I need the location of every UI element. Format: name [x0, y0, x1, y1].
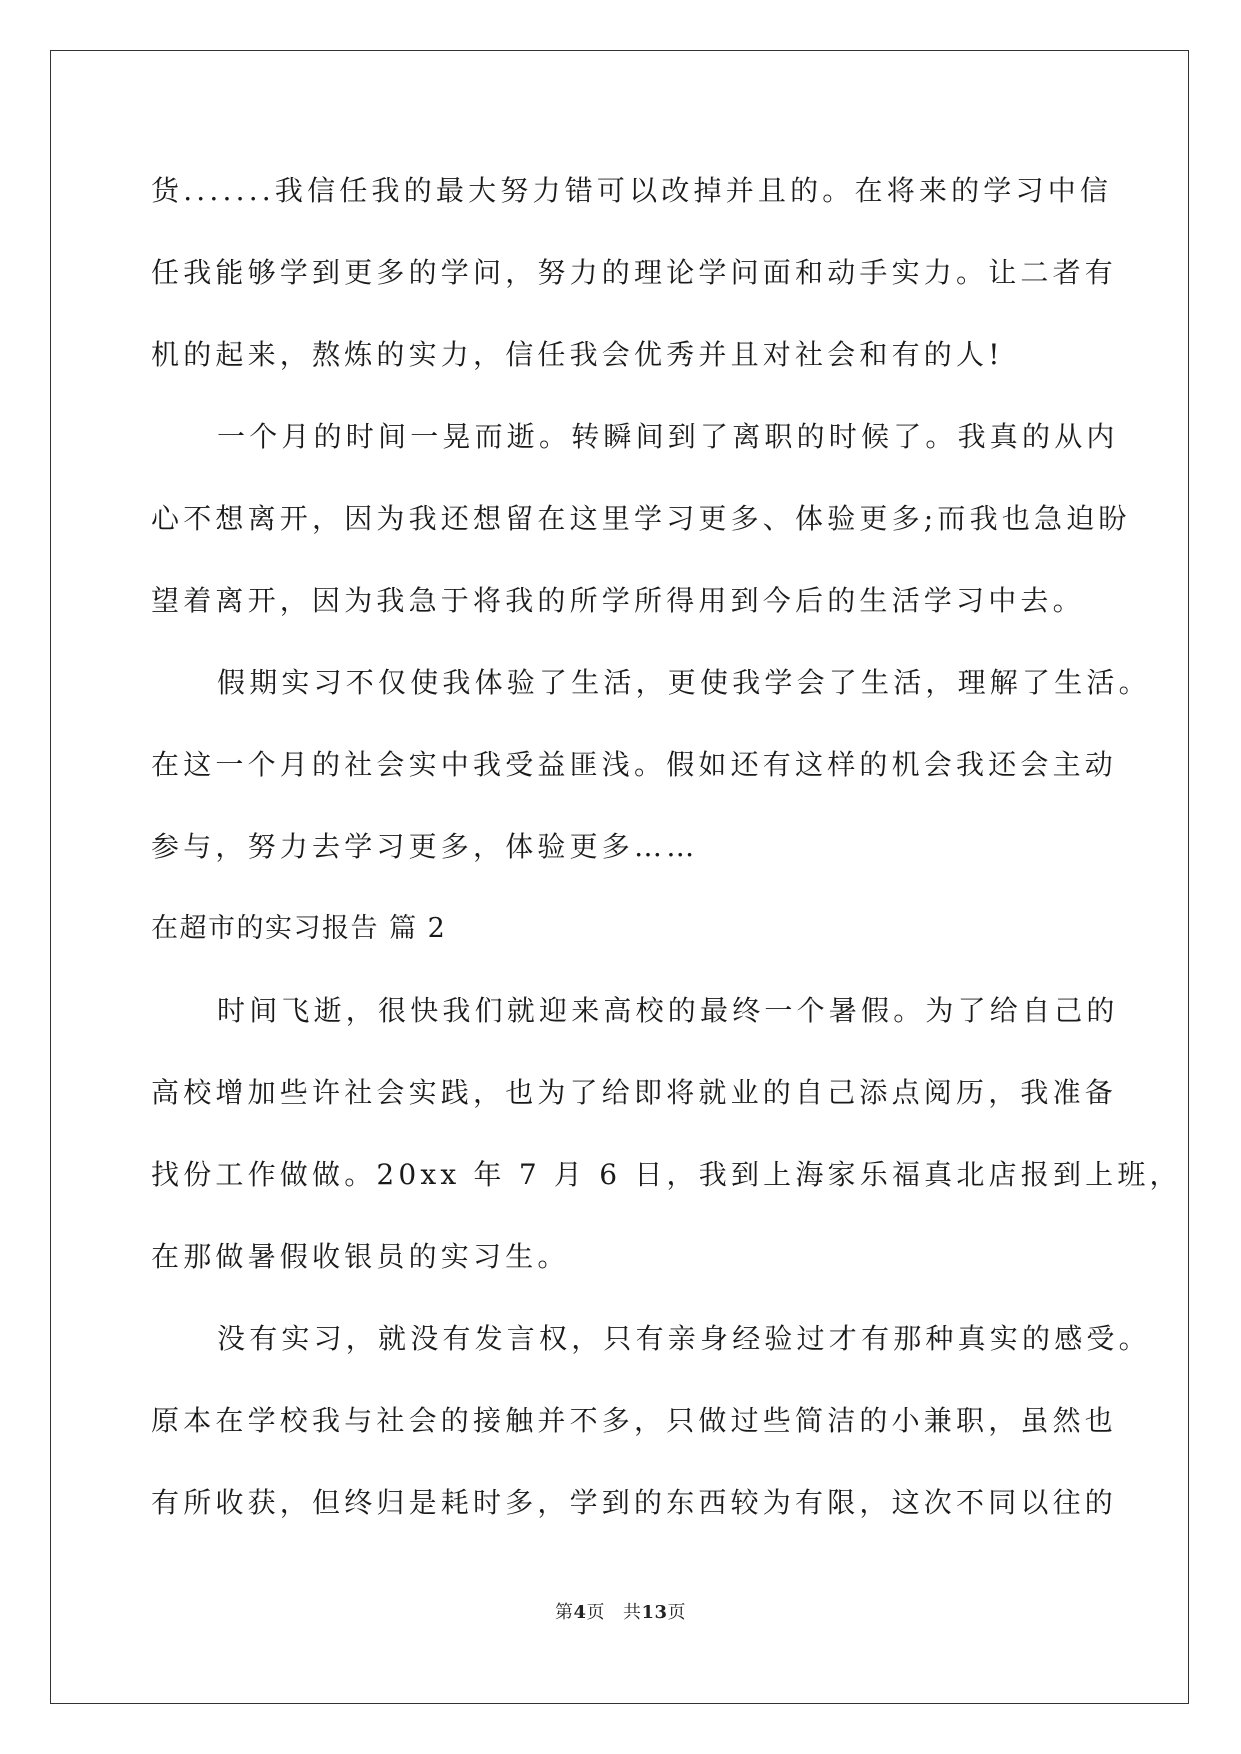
- text-line: 任我能够学到更多的学问，努力的理论学问面和动手实力。让二者有: [151, 256, 1118, 289]
- text-line: 货.......我信任我的最大努力错可以改掉并且的。在将来的学习中信: [151, 174, 1113, 207]
- total-suffix: 页: [667, 1602, 687, 1623]
- text-line: 机的起来，熬炼的实力，信任我会优秀并且对社会和有的人!: [151, 338, 1004, 371]
- text-line: 在这一个月的社会实中我受益匪浅。假如还有这样的机会我还会主动: [151, 748, 1118, 781]
- text-line: 原本在学校我与社会的接触并不多，只做过些简洁的小兼职，虽然也: [151, 1404, 1118, 1437]
- paragraph-start-line: 时间飞逝，很快我们就迎来高校的最终一个暑假。为了给自己的: [217, 994, 1119, 1027]
- total-pages: 13: [641, 1602, 668, 1623]
- text-line: 高校增加些许社会实践，也为了给即将就业的自己添点阅历，我准备: [151, 1076, 1118, 1109]
- text-line: 参与，努力去学习更多，体验更多……: [151, 830, 699, 863]
- page-suffix: 页: [586, 1602, 605, 1623]
- paragraph-start-line: 没有实习，就没有发言权，只有亲身经验过才有那种真实的感受。: [217, 1322, 1151, 1355]
- text-line: 心不想离开，因为我还想留在这里学习更多、体验更多;而我也急迫盼: [151, 502, 1131, 535]
- section-heading: 在超市的实习报告 篇 2: [151, 913, 447, 944]
- page-number: 4: [573, 1602, 587, 1623]
- total-prefix: 共: [622, 1602, 642, 1623]
- page-footer: [0, 1598, 1241, 1624]
- paragraph-start-line: 假期实习不仅使我体验了生活，更使我学会了生活，理解了生活。: [217, 666, 1151, 699]
- document-body: [151, 160, 1182, 1554]
- paragraph-start-line: 一个月的时间一晃而逝。转瞬间到了离职的时候了。我真的从内: [217, 420, 1119, 453]
- text-line: 找份工作做做。20xx 年 7 月 6 日，我到上海家乐福真北店报到上班，: [151, 1158, 1182, 1191]
- text-line: 望着离开，因为我急于将我的所学所得用到今后的生活学习中去。: [151, 584, 1085, 617]
- page-prefix: 第: [554, 1602, 574, 1623]
- text-line: 有所收获，但终归是耗时多，学到的东西较为有限，这次不同以往的: [151, 1486, 1118, 1519]
- text-line: 在那做暑假收银员的实习生。: [151, 1240, 570, 1273]
